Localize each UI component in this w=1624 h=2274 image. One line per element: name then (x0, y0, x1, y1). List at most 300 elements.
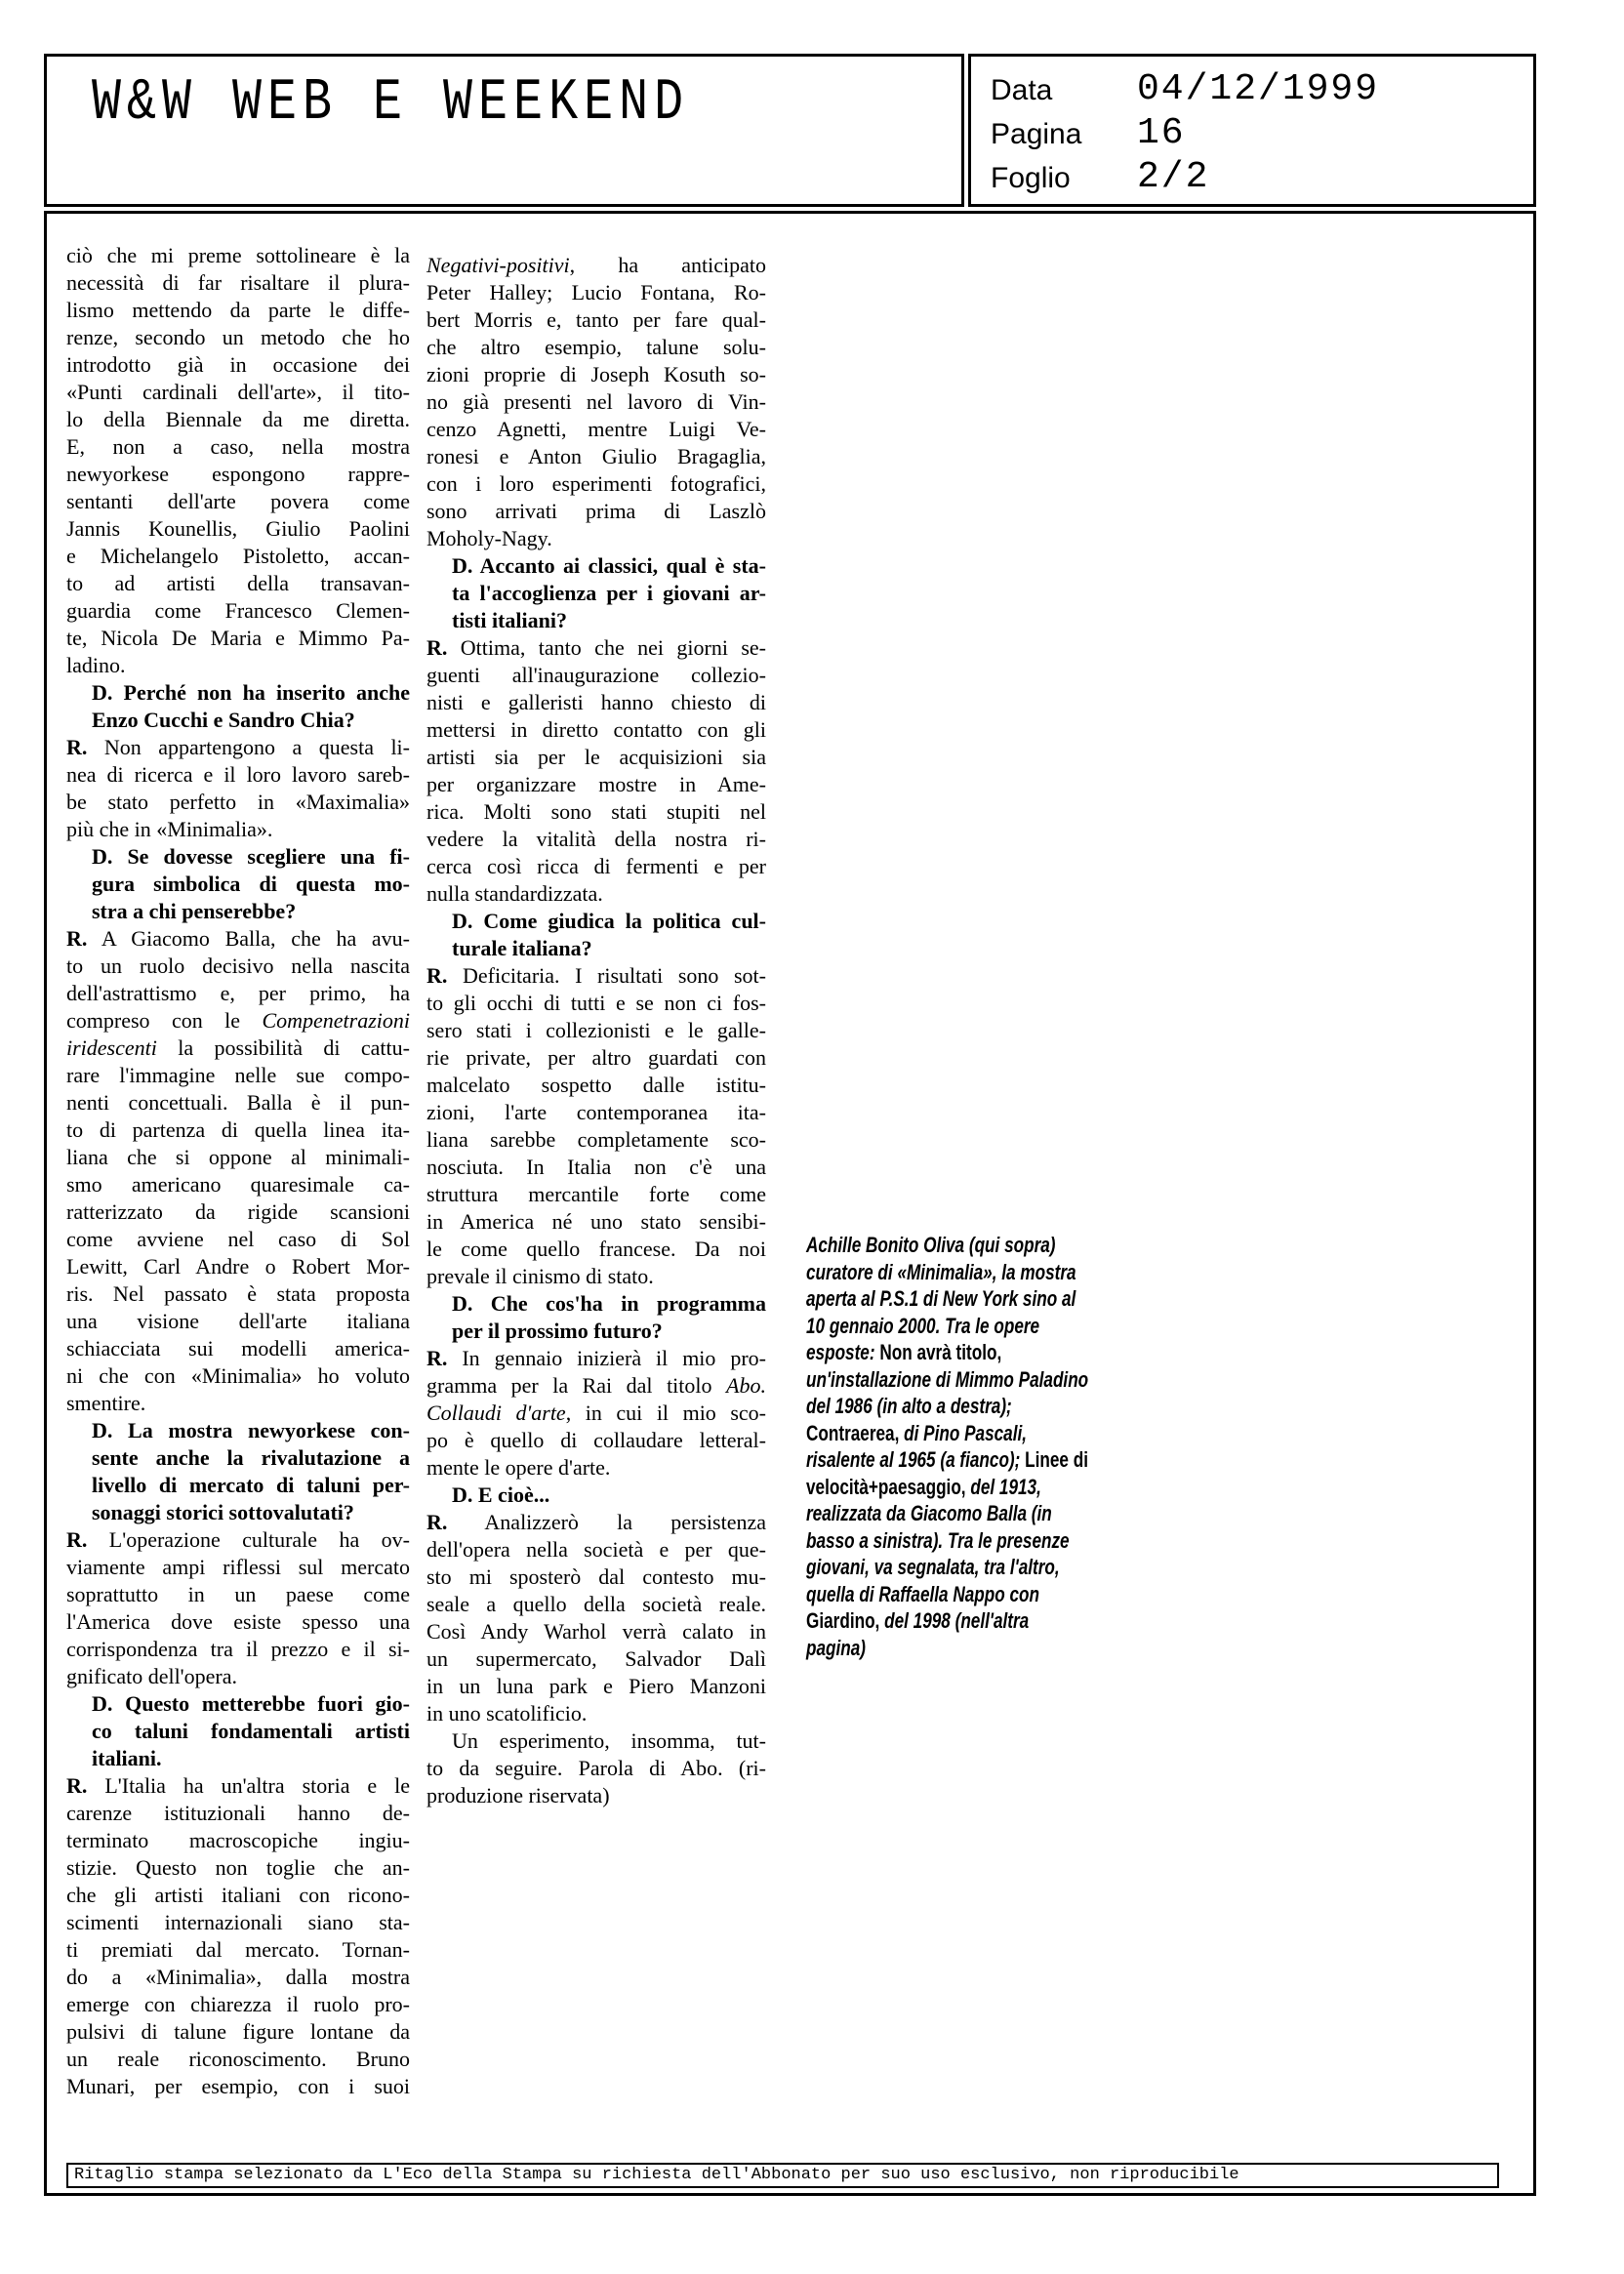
meta-label: Pagina (991, 118, 1082, 150)
text-segment: D. Questo metterebbe fuori gio- (92, 1691, 410, 1716)
text-segment: introdotto già in occasione dei (66, 352, 410, 377)
text-line (66, 1991, 410, 2018)
text-line (66, 1362, 410, 1390)
text-line (426, 580, 766, 607)
text-segment: ladino. (66, 653, 126, 677)
text-segment: la possibilità di cattu- (156, 1035, 410, 1060)
interview-question (426, 552, 766, 634)
text-line (66, 1772, 410, 1800)
text-segment: D. Se dovesse scegliere una fi- (92, 844, 410, 869)
article-column-1 (66, 242, 410, 2100)
text-line (66, 1253, 410, 1280)
text-segment: D. Che cos'ha in programma (452, 1291, 766, 1316)
text-segment: R. (66, 1773, 88, 1798)
text-segment: e Michelangelo Pistoletto, accan- (66, 544, 410, 568)
text-line (66, 1526, 410, 1554)
text-line (66, 816, 410, 843)
text-segment: R. (426, 963, 448, 988)
text-line (66, 1417, 410, 1444)
text-segment: lismo mettendo da parte le diffe- (66, 298, 410, 322)
interview-question (66, 1690, 410, 1772)
interview-answer (66, 1526, 410, 1690)
caption-line (806, 1500, 1088, 1527)
interview-answer (426, 962, 766, 1290)
text-line (426, 1673, 766, 1700)
text-segment: smo americano quaresimale ca- (66, 1172, 410, 1197)
text-segment: Abo. (726, 1373, 766, 1398)
text-segment: produzione riservata) (426, 1783, 610, 1807)
text-segment: in un luna park e Piero Manzoni (426, 1674, 766, 1698)
caption-line (806, 1366, 1088, 1394)
text-segment: lo della Biennale da me diretta. (66, 407, 410, 431)
text-line (66, 980, 410, 1007)
text-segment: D. Accanto ai classici, qual è sta- (452, 553, 766, 578)
text-line (66, 324, 410, 351)
interview-answer (66, 734, 410, 843)
text-line (426, 1072, 766, 1099)
meta-label: Foglio (991, 162, 1071, 194)
text-segment: quella di Raffaella Nappo con (806, 1581, 1040, 1606)
text-segment: mettersi in diretto contatto con gli (426, 717, 766, 742)
text-line (66, 625, 410, 652)
text-segment: renze, secondo un metodo che ho (66, 325, 410, 349)
interview-question (426, 1482, 766, 1509)
text-line (66, 2018, 410, 2046)
text-line (426, 1099, 766, 1126)
text-segment: do a «Minimalia», dalla mostra (66, 1965, 410, 1989)
text-segment: struttura mercantile forte come (426, 1182, 766, 1206)
text-segment: ni che con «Minimalia» ho voluto (66, 1363, 410, 1388)
text-line (66, 1608, 410, 1636)
text-line (426, 1236, 766, 1263)
text-line (66, 515, 410, 543)
text-segment: Non avrà titolo, (879, 1340, 1002, 1364)
text-segment: artisti sia per le acquisizioni sia (426, 745, 766, 769)
text-segment: per il prossimo futuro? (452, 1319, 663, 1343)
text-segment: L'Italia ha un'altra storia e le (87, 1773, 410, 1798)
text-segment: guenti all'inaugurazione collezio- (426, 663, 766, 687)
text-line (66, 1007, 410, 1035)
text-segment: Linee di (1020, 1447, 1088, 1472)
text-segment: te, Nicola De Maria e Mimmo Pa- (66, 626, 410, 650)
text-line (66, 652, 410, 679)
text-segment: R. (66, 1527, 88, 1552)
text-segment: dell'astrattismo e, per primo, ha (66, 981, 410, 1005)
text-line (426, 1372, 766, 1400)
text-segment: una visione dell'arte italiana (66, 1309, 410, 1333)
text-line (66, 2073, 410, 2100)
text-line (426, 634, 766, 662)
text-line (426, 1700, 766, 1727)
text-line (426, 443, 766, 470)
text-segment: Compenetrazioni (262, 1008, 410, 1033)
text-segment: l'America dove esiste spesso una (66, 1609, 410, 1634)
text-segment: gramma per la Rai dal titolo (426, 1373, 727, 1398)
text-segment: compreso con le (66, 1008, 263, 1033)
text-line (426, 1591, 766, 1618)
text-line (66, 1554, 410, 1581)
text-line (426, 1782, 766, 1809)
text-line (66, 269, 410, 297)
text-segment: Non appartengono a questa li- (87, 735, 410, 759)
text-segment: A Giacomo Balla, che ha avu- (87, 926, 410, 951)
text-segment: D. E cioè... (452, 1482, 550, 1507)
text-segment: viamente ampi riflessi sul mercato (66, 1555, 410, 1579)
text-line (426, 1727, 766, 1755)
text-line (426, 880, 766, 908)
text-segment: del 1998 (nell'altra (884, 1608, 1030, 1633)
text-segment: realizzata da Giacomo Balla (in (806, 1501, 1052, 1525)
text-line (426, 853, 766, 880)
clipping-meta-box (968, 54, 1536, 207)
text-segment: 10 gennaio 2000. Tra le opere (806, 1313, 1040, 1338)
text-line (426, 744, 766, 771)
text-line (426, 1263, 766, 1290)
interview-answer (66, 925, 410, 1417)
text-segment: Deficitaria. I risultati sono sot- (447, 963, 766, 988)
text-line (426, 1755, 766, 1782)
text-segment: no già presenti nel lavoro di Vin- (426, 389, 766, 414)
text-segment: terminato macroscopiche ingiu- (66, 1828, 410, 1852)
caption-line (806, 1313, 1088, 1340)
text-line (66, 789, 410, 816)
text-line (426, 1181, 766, 1208)
text-segment: un reale riconoscimento. Bruno (66, 2047, 410, 2071)
text-segment: esposte: (806, 1340, 880, 1364)
text-segment: giovani, va segnalata, tra l'altro, (806, 1555, 1060, 1579)
text-segment: che altro esempio, talune solu- (426, 335, 766, 359)
text-line (66, 761, 410, 789)
text-line (426, 1017, 766, 1044)
text-line (66, 843, 410, 871)
text-line (66, 597, 410, 625)
text-line (66, 570, 410, 597)
meta-label: Data (991, 74, 1053, 106)
text-segment: Negativi-positivi (426, 253, 570, 277)
text-segment: po è quello di collaudare letteral- (426, 1428, 766, 1452)
text-segment: to da seguire. Parola di Abo. (ri- (426, 1756, 766, 1780)
text-segment: Jannis Kounellis, Giulio Paolini (66, 516, 410, 541)
text-segment: del 1986 (in alto a destra); (806, 1394, 1012, 1418)
text-segment: R. (426, 635, 448, 660)
text-line (66, 351, 410, 379)
masthead-box (44, 54, 964, 207)
text-segment: Enzo Cucchi e Sandro Chia? (92, 708, 355, 732)
text-segment: sentanti dell'arte povera come (66, 489, 410, 513)
text-segment: Ottima, tanto che nei giorni se- (447, 635, 766, 660)
text-segment: scimenti internazionali siano sta- (66, 1910, 410, 1934)
text-line (66, 707, 410, 734)
text-line (426, 1400, 766, 1427)
text-line (66, 898, 410, 925)
text-segment: seale a quello della società reale. (426, 1592, 766, 1616)
text-segment: D. Perché non ha inserito anche (92, 680, 410, 705)
text-segment: Lewitt, Carl Andre o Robert Mor- (66, 1254, 410, 1279)
text-segment: R. (426, 1510, 448, 1534)
text-line (66, 1062, 410, 1089)
text-segment: Contraerea, (806, 1420, 905, 1445)
text-line (426, 962, 766, 990)
text-segment: newyorkese espongono rappre- (66, 462, 410, 486)
text-segment: ti premiati dal mercato. Tornan- (66, 1937, 410, 1962)
text-segment: D. La mostra newyorkese con- (92, 1418, 410, 1442)
text-line (426, 416, 766, 443)
text-segment: nosciuta. In Italia non c'è una (426, 1155, 766, 1179)
text-segment: tisti italiani? (452, 608, 567, 632)
text-line (426, 279, 766, 306)
caption-line (806, 1232, 1088, 1259)
caption-line (806, 1635, 1088, 1662)
text-line (66, 1089, 410, 1117)
text-line (426, 1208, 766, 1236)
meta-value: 16 (1137, 112, 1186, 154)
text-segment: ronesi e Anton Giulio Bragaglia, (426, 444, 766, 468)
text-line (426, 716, 766, 744)
text-segment: schiacciata sui modelli america- (66, 1336, 410, 1360)
text-segment: Un esperimento, insomma, tut- (452, 1728, 766, 1753)
text-line (426, 1454, 766, 1482)
text-line (66, 1882, 410, 1909)
text-line (66, 1745, 410, 1772)
text-line (426, 908, 766, 935)
text-segment: come avviene nel caso di Sol (66, 1227, 410, 1251)
text-segment: del 1913, (970, 1474, 1041, 1499)
text-segment: Collaudi d'arte (426, 1401, 566, 1425)
text-segment: italiani. (92, 1746, 162, 1770)
text-line (426, 1509, 766, 1536)
text-line (66, 488, 410, 515)
text-line (66, 1964, 410, 1991)
text-segment: stizie. Questo non toglie che an- (66, 1855, 410, 1880)
text-segment: un'installazione di Mimmo Paladino (806, 1366, 1089, 1392)
text-line (66, 1390, 410, 1417)
text-line (426, 1536, 766, 1563)
text-line (426, 334, 766, 361)
text-segment: dell'opera nella società e per que- (426, 1537, 766, 1562)
text-segment: sente anche la rivalutazione a (92, 1445, 410, 1470)
text-line (66, 1171, 410, 1198)
caption-line (806, 1554, 1088, 1581)
text-line (426, 1154, 766, 1181)
text-segment: Analizzerò la persistenza (447, 1510, 766, 1534)
text-segment: soprattutto in un paese come (66, 1582, 410, 1606)
caption-line (806, 1607, 1088, 1635)
text-segment: , ha anticipato (569, 253, 766, 277)
text-segment: R. (66, 926, 88, 951)
text-line (66, 1663, 410, 1690)
text-segment: guardia come Francesco Clemen- (66, 598, 410, 623)
text-line (426, 1044, 766, 1072)
caption-line (806, 1259, 1088, 1286)
text-segment: per organizzare mostre in Ame- (426, 772, 766, 796)
text-line (426, 1618, 766, 1645)
text-segment: pulsivi di talune figure lontane da (66, 2019, 410, 2044)
interview-answer (426, 634, 766, 908)
clipping-disclaimer: Ritaglio stampa selezionato da L'Eco della Stampa su richiesta dell'Abbonato per suo uso esclusivo, non riproducibile (66, 2163, 1499, 2188)
text-line (66, 1827, 410, 1854)
interview-question (426, 908, 766, 962)
text-segment: to un ruolo decisivo nella nascita (66, 954, 410, 978)
caption-line (806, 1285, 1088, 1313)
text-line (66, 297, 410, 324)
text-segment: nea di ricerca e il loro lavoro sareb- (66, 762, 410, 787)
text-segment: zioni, l'arte contemporanea ita- (426, 1100, 766, 1124)
meta-value: 2/2 (1137, 156, 1210, 198)
text-segment: turale italiana? (452, 936, 592, 960)
text-line (66, 1581, 410, 1608)
text-line (426, 771, 766, 798)
text-segment: to ad artisti della transavan- (66, 571, 410, 595)
caption-line (806, 1527, 1088, 1555)
text-line (66, 1690, 410, 1718)
text-line (426, 1345, 766, 1372)
interview-answer (426, 1345, 766, 1482)
text-line (426, 306, 766, 334)
text-segment: Peter Halley; Lucio Fontana, Ro- (426, 280, 766, 305)
article-column-2 (426, 252, 766, 1809)
text-line (66, 1499, 410, 1526)
interview-question (426, 1290, 766, 1345)
text-segment: ciò che mi preme sottolineare è la (66, 243, 410, 267)
text-line (66, 1444, 410, 1472)
text-line (66, 2046, 410, 2073)
text-segment: più che in «Minimalia». (66, 817, 273, 841)
text-segment: velocità+paesaggio, (806, 1474, 971, 1499)
photo-caption (806, 1232, 1088, 1661)
text-segment: ris. Nel passato è stata proposta (66, 1281, 410, 1306)
text-segment: «Punti cardinali dell'arte», il tito- (66, 380, 410, 404)
text-segment: basso a sinistra). Tra le presenze (806, 1527, 1070, 1553)
text-line (66, 1144, 410, 1171)
text-segment: liana che si oppone al minimali- (66, 1145, 410, 1169)
text-segment: sto mi sposterò dal contesto mu- (426, 1564, 766, 1589)
text-line (426, 826, 766, 853)
text-line (66, 1226, 410, 1253)
text-segment: to di partenza di quella linea ita- (66, 1117, 410, 1142)
paragraph (66, 242, 410, 679)
text-line (426, 1482, 766, 1509)
paragraph (426, 252, 766, 552)
text-segment: zioni proprie di Joseph Kosuth so- (426, 362, 766, 386)
text-segment: smentire. (66, 1391, 146, 1415)
text-line (66, 379, 410, 406)
text-line (426, 498, 766, 525)
text-segment: carenze istituzionali hanno de- (66, 1801, 410, 1825)
text-segment: in America né uno stato sensibi- (426, 1209, 766, 1234)
text-line (66, 1308, 410, 1335)
text-segment: R. (426, 1346, 448, 1370)
paragraph (426, 1727, 766, 1809)
text-line (66, 406, 410, 433)
text-segment: un supermercato, Salvador Dalì (426, 1646, 766, 1671)
text-segment: pagina) (806, 1635, 867, 1660)
text-line (426, 607, 766, 634)
text-segment: nisti e galleristi hanno chiesto di (426, 690, 766, 714)
text-segment: emerge con chiarezza il ruolo pro- (66, 1992, 410, 2016)
interview-answer (66, 1772, 410, 2100)
interview-answer (426, 1509, 766, 1727)
text-segment: be stato perfetto in «Maximalia» (66, 790, 410, 814)
text-line (426, 1126, 766, 1154)
text-segment: Munari, per esempio, con i suoi (66, 2074, 410, 2098)
caption-line (806, 1446, 1088, 1474)
text-line (426, 662, 766, 689)
text-segment: corrispondenza tra il prezzo e il si- (66, 1637, 410, 1661)
text-segment: Moholy-Nagy. (426, 526, 552, 550)
text-segment: aperta al P.S.1 di New York sino al (806, 1286, 1076, 1311)
text-segment: to gli occhi di tutti e se non ci fos- (426, 991, 766, 1015)
text-segment: in uno scatolificio. (426, 1701, 588, 1726)
text-line (66, 953, 410, 980)
text-line (426, 1290, 766, 1318)
text-line (66, 1117, 410, 1144)
text-segment: prevale il cinismo di stato. (426, 1264, 654, 1288)
text-line (66, 1718, 410, 1745)
text-segment: che gli artisti italiani con ricono- (66, 1883, 410, 1907)
text-segment: necessità di far risaltare il plura- (66, 270, 410, 295)
text-segment: gura simbolica di questa mo- (92, 872, 410, 896)
text-segment: co taluni fondamentali artisti (92, 1719, 410, 1743)
text-line (426, 689, 766, 716)
text-segment: , in cui il mio sco- (565, 1401, 767, 1425)
text-segment: cerca così ricca di fermenti e per (426, 854, 766, 878)
text-line (66, 1800, 410, 1827)
text-segment: rica. Molti sono stati stupiti nel (426, 799, 766, 824)
text-segment: L'operazione culturale ha ov- (87, 1527, 410, 1552)
text-line (426, 935, 766, 962)
text-segment: Così Andy Warhol verrà calato in (426, 1619, 766, 1644)
text-line (66, 242, 410, 269)
text-line (426, 552, 766, 580)
caption-line (806, 1420, 1088, 1447)
text-segment: bert Morris e, tanto per fare qual- (426, 307, 766, 332)
text-line (66, 1936, 410, 1964)
text-line (426, 1427, 766, 1454)
text-line (66, 461, 410, 488)
text-segment: gnificato dell'opera. (66, 1664, 238, 1688)
caption-line (806, 1581, 1088, 1608)
interview-question (66, 679, 410, 734)
text-segment: nenti concettuali. Balla è il pun- (66, 1090, 410, 1115)
text-line (426, 1645, 766, 1673)
text-segment: risalente al 1965 (a fianco); (806, 1447, 1021, 1472)
text-segment: liana sarebbe completamente sco- (426, 1127, 766, 1152)
text-line (66, 1854, 410, 1882)
text-line (66, 925, 410, 953)
text-segment: stra a chi penserebbe? (92, 899, 297, 923)
text-segment: E, non a caso, nella mostra (66, 434, 410, 459)
text-line (66, 1198, 410, 1226)
interview-question (66, 843, 410, 925)
text-line (426, 990, 766, 1017)
text-line (66, 871, 410, 898)
text-segment: curatore di «Minimalia», la mostra (806, 1259, 1076, 1284)
text-segment: rare l'immagine nelle sue compo- (66, 1063, 410, 1087)
text-segment: malcelato sospetto dalle istitu- (426, 1073, 766, 1097)
text-line (426, 388, 766, 416)
text-segment: nulla standardizzata. (426, 881, 603, 906)
text-segment: sono arrivati prima di Laszlò (426, 499, 766, 523)
meta-value: 04/12/1999 (1137, 68, 1380, 110)
text-line (66, 1335, 410, 1362)
text-line (426, 1318, 766, 1345)
caption-line (806, 1393, 1088, 1420)
text-line (426, 1563, 766, 1591)
text-segment: vedere la vitalità della nostra ri- (426, 827, 766, 851)
text-segment: sonaggi storici sottovalutati? (92, 1500, 354, 1524)
publication-title: W&W WEB E WEEKEND (92, 70, 690, 138)
text-segment: con i loro esperimenti fotografici, (426, 471, 766, 496)
